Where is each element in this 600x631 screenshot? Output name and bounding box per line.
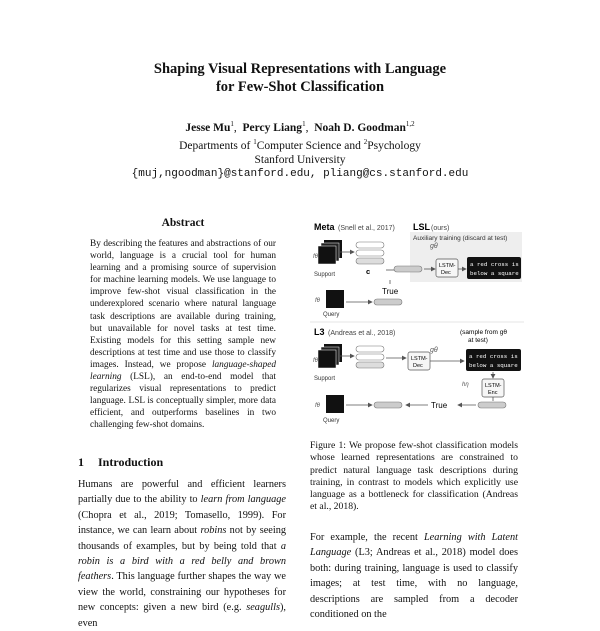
sample-note-2: at test) (468, 337, 488, 344)
language-vector (478, 402, 506, 408)
paper-title (0, 60, 600, 96)
embedding-vector (356, 346, 384, 368)
author-1: Jesse Mu (185, 121, 231, 134)
sentence-line-2: below a square (470, 270, 519, 277)
support-label: Support (314, 272, 336, 278)
lstm-dec-label: Dec (413, 363, 423, 369)
right-column-paragraph: For example, the recent Learning with Latent Language (L3; Andreas et al., 2018) model does both: during training, language is used to classify images; at test time, with no language, descriptions are sampled from a decoder conditioned on the (310, 532, 518, 621)
prototype-vector (394, 266, 422, 272)
lstm-enc-label: Enc (488, 390, 498, 396)
figure-caption: Figure 1: We propose few-shot classification models whose learned representations are constrained to predict natural language task descriptions during training, in contrast to models which explicitly use language as a bottleneck for classification (Andreas et al., 2018). (310, 440, 518, 513)
embedding-vector (356, 242, 384, 264)
c-label: c (366, 267, 371, 276)
f-theta-label: fθ (315, 298, 320, 304)
author-2: Percy Liang (242, 121, 303, 134)
l3-label: L3 (314, 327, 325, 337)
section-heading: 1 Introduction (78, 455, 164, 469)
title-line-1: Shaping Visual Representations with Language (153, 61, 447, 77)
figure-1 (310, 218, 524, 430)
f-theta-label: fθ (313, 358, 318, 364)
l3-cite: (Andreas et al., 2018) (328, 330, 396, 337)
sentence-line-1: a red cross is (470, 261, 519, 268)
university: Stanford University (254, 153, 346, 166)
f-theta-label: fθ (313, 254, 318, 260)
lstm-dec-label: Dec (441, 270, 451, 276)
query-label: Query (323, 312, 340, 318)
support-label: Support (314, 376, 336, 382)
lsl-label: LSL (413, 222, 430, 232)
author-block (0, 117, 600, 181)
title-line-2: for Few-Shot Classification (215, 79, 385, 95)
query-image (326, 395, 344, 413)
sentence-line-2: below a square (469, 362, 518, 369)
query-label: Query (323, 418, 340, 424)
query-vector (374, 402, 402, 408)
abstract-body: By describing the features and abstractions of our world, language is a crucial tool for human learning and a promising source of supervision for machine learning models. We use language to improve few-shot visual classification in the underexplored scenario where natural language task descriptions are available during training, but unavailable for novel tasks at test time. Existing models for this setting sample new descriptions at test time and use those to classify images. Instead, we propose language-shaped learning (LSL), an end-to-end model that regularizes visual representations to predict language. LSL is conceptually simpler, more data efficient, and outperforms baselines in two challenging few-shot domains. (90, 239, 276, 431)
support-image (318, 246, 336, 264)
author-names: Jesse Mu$^1$, Percy Liang$^1$, Noah D. Goodman$^{1,2}$ (185, 120, 415, 134)
meta-label: Meta (314, 222, 335, 232)
true-label: True (431, 401, 448, 410)
g-theta-bottom: gθ (430, 347, 438, 354)
sentence-line-1: a red cross is (469, 353, 518, 360)
true-label: True (382, 287, 399, 296)
abstract-heading: Abstract (161, 217, 205, 229)
h-eta-label: hη (462, 382, 469, 388)
meta-cite: (Snell et al., 2017) (338, 225, 395, 232)
lstm-dec-label: LSTM- (411, 356, 428, 362)
intro-paragraph: Humans are powerful and efficient learners partially due to the ability to learn from language (Chopra et al., 2019; Tomasello, 1999). For instance, we can learn about robins not by seeing thousands of examples, but by being told that a robin is a bird with a red belly and brown feathers. This language further shapes the way we view the world, constraining our hypotheses for new concepts: given a new bird (e.g. seagulls), even (78, 479, 286, 629)
figure-diagram (310, 218, 524, 430)
lstm-dec-label: LSTM- (439, 263, 456, 269)
f-theta-label: fθ (315, 403, 320, 409)
sample-note-1: (sample from gθ (460, 329, 507, 336)
author-3: Noah D. Goodman (314, 121, 406, 134)
g-theta-top: gθ (430, 243, 438, 250)
lstm-enc-label: LSTM- (485, 383, 502, 389)
query-image (326, 290, 344, 308)
query-vector (374, 299, 402, 305)
support-image (318, 350, 336, 368)
affiliation: Departments of $^1$Computer Science and $^2$Psychology (179, 137, 421, 152)
lsl-cite: (ours) (431, 225, 450, 232)
aux-label: Auxiliary training (discard at test) (413, 235, 508, 242)
author-emails: {muj,ngoodman}@stanford.edu, pliang@cs.stanford.edu (131, 167, 469, 180)
